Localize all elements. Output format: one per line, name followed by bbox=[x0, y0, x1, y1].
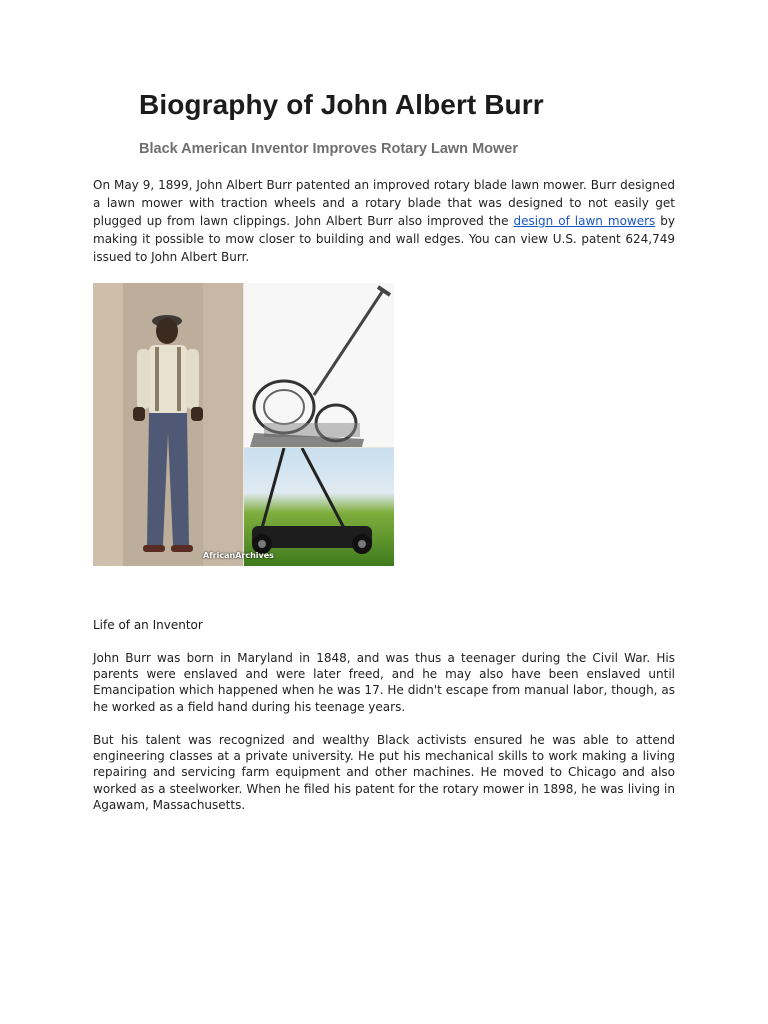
lawn-mower-design-link[interactable]: design of lawn mowers bbox=[513, 214, 656, 228]
lawn-mower-sketch-icon bbox=[244, 283, 394, 447]
image-watermark: AfricanArchives bbox=[203, 551, 274, 560]
intro-block bbox=[93, 176, 675, 266]
life-paragraph-1-block bbox=[93, 650, 675, 715]
modern-mower-photo bbox=[244, 448, 394, 566]
life-paragraph-1: John Burr was born in Maryland in 1848, and was thus a teenager during the Civil War. His parents were enslaved and were later freed, and he may also have been enslaved until Emancipation which happened when he was 17. He didn't escape from manual labor, though, as he worked as a field hand during his teenage years. bbox=[93, 651, 675, 714]
page-title: Biography of John Albert Burr bbox=[139, 89, 544, 120]
mower-on-grass-icon bbox=[244, 448, 394, 566]
section-heading: Life of an Inventor bbox=[93, 618, 203, 632]
patent-drawing bbox=[244, 283, 394, 447]
intro-paragraph bbox=[93, 176, 675, 266]
intro-text-before-link: On May 9, 1899, John Albert Burr patented an improved rotary blade lawn mower. Burr designed a lawn mower with traction wheels and a rotary blade that was designed to not easily get plugged up from lawn clippings. John Albert Burr also improved the bbox=[93, 178, 675, 228]
burr-collage-image bbox=[93, 283, 394, 566]
life-paragraph-2: But his talent was recognized and wealthy Black activists ensured he was able to attend engineering classes at a private university. He put his mechanical skills to work making a living repairing and servicing farm equipment and other machines. He moved to Chicago and also worked as a steelworker. When he filed his patent for the rotary mower in 1898, he was living in Agawam, Massachusetts. bbox=[93, 733, 675, 812]
portrait-figure-icon bbox=[93, 283, 243, 566]
portrait-photo bbox=[93, 283, 243, 566]
intro-text-after-link: by making it possible to mow closer to building and wall edges. You can view U.S. patent 624,749 issued to John Albert Burr. bbox=[93, 214, 675, 264]
life-paragraph-2-block bbox=[93, 732, 675, 813]
page-subtitle: Black American Inventor Improves Rotary Lawn Mower bbox=[139, 141, 518, 157]
